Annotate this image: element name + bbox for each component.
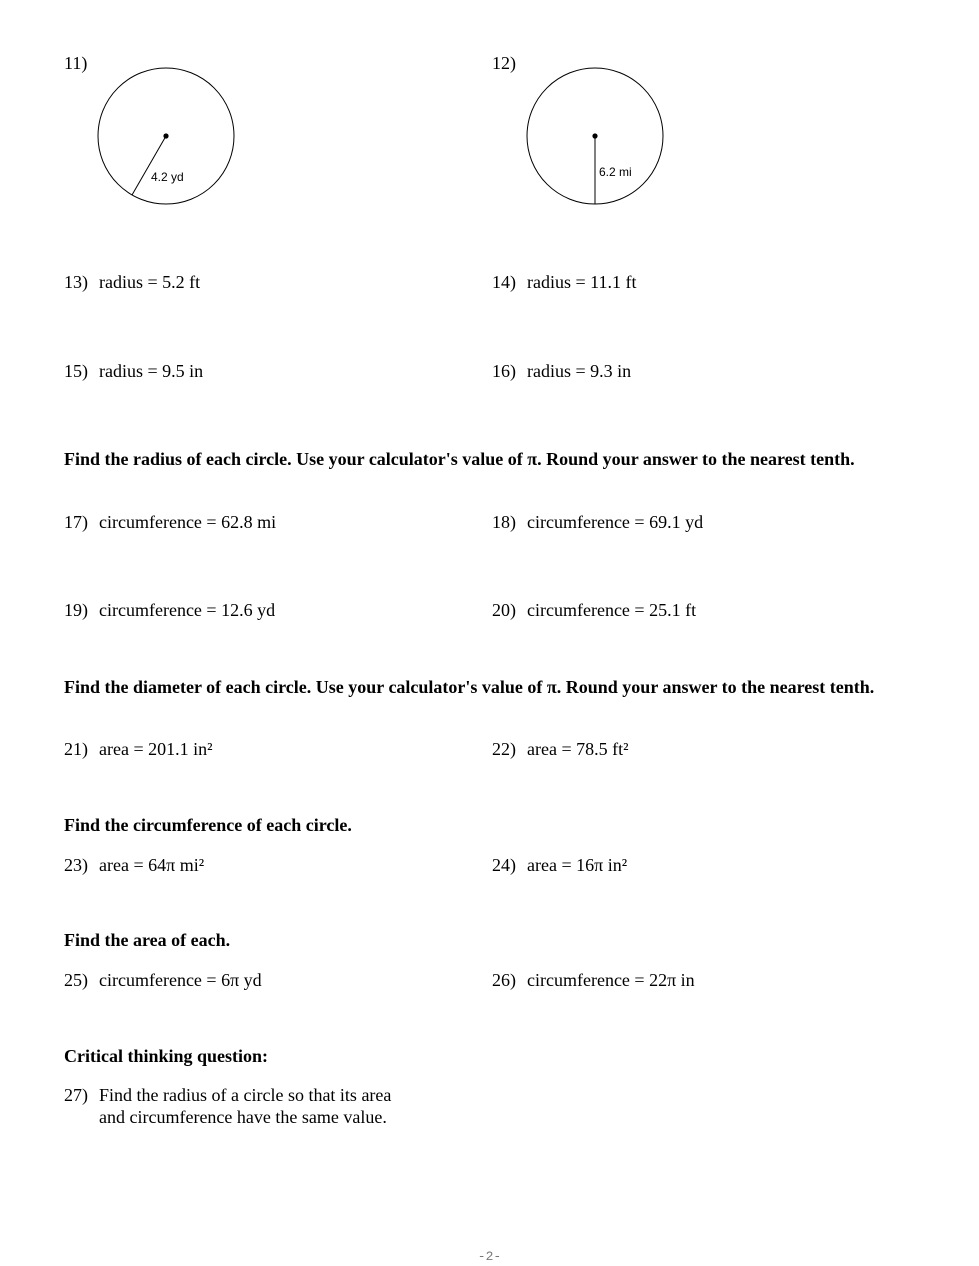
problem-text: area = 16π in² (527, 855, 628, 875)
problem-number: 27) (64, 1085, 88, 1105)
problem-number: 24) (492, 855, 516, 875)
problem-number: 14) (492, 272, 516, 292)
problem-text: radius = 9.5 in (99, 361, 204, 381)
problem-number: 15) (64, 361, 88, 381)
problem-17 (64, 511, 276, 533)
problem-text-line-1: Find the radius of a circle so that its area (99, 1085, 392, 1105)
problem-number: 20) (492, 600, 516, 620)
problem-number: 26) (492, 970, 516, 990)
problem-text: area = 78.5 ft² (527, 739, 629, 759)
problem-text: area = 201.1 in² (99, 739, 213, 759)
instructions-area: Find the area of each. (64, 930, 231, 950)
problem-20 (492, 599, 696, 621)
problem-14 (492, 271, 636, 293)
problem-11-number: 11) (64, 53, 88, 73)
problem-26 (492, 969, 695, 991)
problem-number: 25) (64, 970, 88, 990)
problem-text: area = 64π mi² (99, 855, 205, 875)
problem-12-circle-figure (526, 67, 666, 207)
problem-number: 21) (64, 739, 88, 759)
problem-number: 16) (492, 361, 516, 381)
page-number: -2- (477, 1249, 502, 1264)
problem-text: circumference = 12.6 yd (99, 600, 276, 620)
problem-text: radius = 11.1 ft (527, 272, 637, 292)
instructions-critical-thinking: Critical thinking question: (64, 1046, 269, 1066)
problem-number: 23) (64, 855, 88, 875)
instructions-radius: Find the radius of each circle. Use your calculator's value of π. Round your answer to the nearest tenth. (64, 449, 855, 469)
problem-number: 18) (492, 512, 516, 532)
instructions-diameter: Find the diameter of each circle. Use your calculator's value of π. Round your answer to the nearest tenth. (64, 677, 875, 697)
problem-27-line-2: and circumference have the same value. (99, 1107, 387, 1127)
instructions-circumference: Find the circumference of each circle. (64, 815, 352, 835)
radius-label: 4.2 yd (151, 170, 184, 184)
problem-text: circumference = 25.1 ft (527, 600, 697, 620)
problem-18 (492, 511, 703, 533)
problem-19 (64, 599, 275, 621)
problem-25 (64, 969, 262, 991)
problem-27 (64, 1084, 391, 1106)
problem-22 (492, 738, 629, 760)
radius-line (132, 136, 166, 195)
problem-12-number: 12) (492, 53, 516, 73)
problem-21 (64, 738, 213, 760)
radius-label: 6.2 mi (599, 165, 632, 179)
problem-text: circumference = 22π in (527, 970, 695, 990)
problem-number: 22) (492, 739, 516, 759)
problem-16 (492, 360, 631, 382)
problem-24 (492, 854, 627, 876)
problem-text: circumference = 6π yd (99, 970, 262, 990)
problem-text: radius = 5.2 ft (99, 272, 201, 292)
problem-15 (64, 360, 203, 382)
problem-11-circle-figure (97, 67, 237, 207)
problem-number: 19) (64, 600, 88, 620)
problem-text: circumference = 62.8 mi (99, 512, 277, 532)
problem-text: radius = 9.3 in (527, 361, 632, 381)
problem-text: circumference = 69.1 yd (527, 512, 704, 532)
problem-number: 17) (64, 512, 88, 532)
problem-number: 13) (64, 272, 88, 292)
problem-23 (64, 854, 204, 876)
problem-13 (64, 271, 200, 293)
